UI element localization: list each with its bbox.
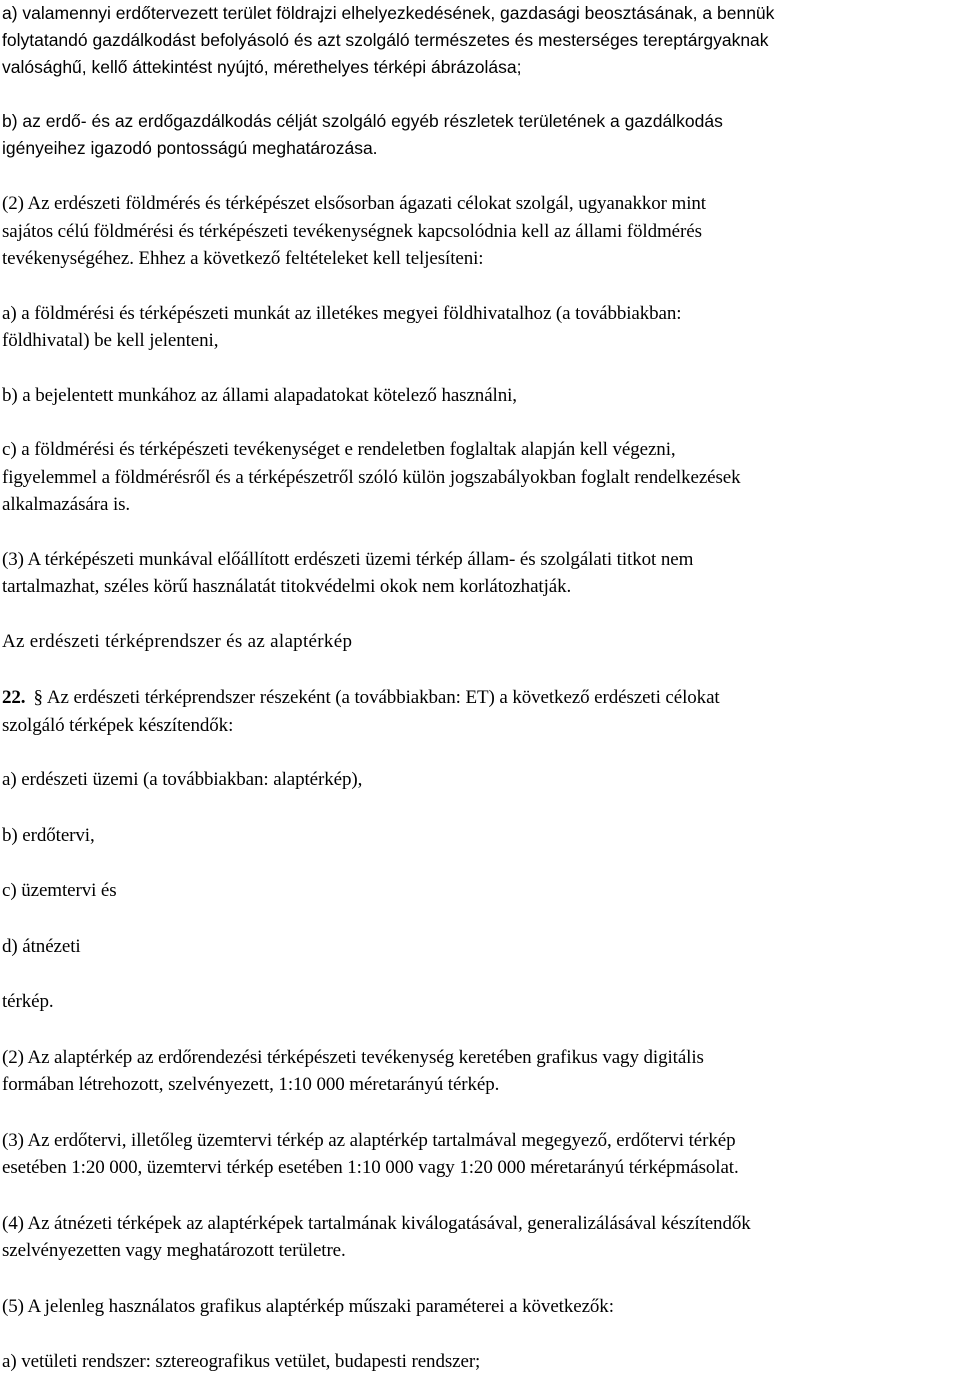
text-line: szelvényezetten vagy meghatározott területre.	[2, 1240, 346, 1261]
section-number: 22.	[2, 687, 26, 708]
text-line: figyelemmel a földmérésről és a térképészetről szóló külön jogszabályokban foglalt rendelkezések	[2, 466, 741, 488]
text-line	[2, 684, 958, 712]
section-heading: Az erdészeti térképrendszer és az alaptérkép	[2, 630, 353, 652]
text-line: b) a bejelentett munkához az állami alapadatokat kötelező használni,	[2, 384, 517, 406]
paragraph-3-copies	[2, 1127, 958, 1182]
text-line: formában létrehozott, szelvényezett, 1:10 000 méretarányú térkép.	[2, 1074, 500, 1095]
text-line: földhivatal) be kell jelenteni,	[2, 330, 219, 351]
text-line: folytatandó gazdálkodást befolyásoló és azt szolgáló természetes és mesterséges tereptárgyaknak	[2, 30, 769, 50]
paragraph-5-parameters: (5) A jelenleg használatos grafikus alaptérkép műszaki paraméterei a következők:	[2, 1295, 614, 1317]
text-line: (3) Az erdőtervi, illetőleg üzemtervi térkép az alaptérkép tartalmával megegyező, erdőtervi térkép	[2, 1129, 736, 1151]
text-line: tevékenységéhez. Ehhez a következő feltételeket kell teljesíteni:	[2, 248, 484, 269]
text-line: alkalmazására is.	[2, 494, 131, 515]
text-line: (2) Az erdészeti földmérés és térképészet elsősorban ágazati célokat szolgál, ugyanakkor mint	[2, 193, 706, 214]
text-line: c) a földmérési és térképészeti tevékenységet e rendeletben foglaltak alapján kell végezni,	[2, 439, 676, 460]
text-line: valósághű, kellő áttekintést nyújtó, mérethelyes térképi ábrázolása;	[2, 57, 522, 77]
list-item-a: a) erdészeti üzemi (a továbbiakban: alaptérkép),	[2, 769, 363, 790]
text-line: b) az erdő- és az erdőgazdálkodás célját szolgáló egyéb részletek területének a gazdálkodás	[2, 111, 723, 131]
paragraph-4-overview	[2, 1210, 958, 1265]
text-line: esetében 1:20 000, üzemtervi térkép esetében 1:10 000 vagy 1:20 000 méretarányú térképmásolat.	[2, 1157, 739, 1178]
paragraph-3-secret	[2, 546, 958, 601]
section-22-paragraph	[2, 684, 958, 739]
text-line: igényeihez igazodó pontosságú meghatározása.	[2, 138, 378, 158]
text-line: (2) Az alaptérkép az erdőrendezési térképészeti tevékenység keretében grafikus vagy digitális	[2, 1046, 704, 1068]
paragraph-2-base-map	[2, 1044, 958, 1099]
list-item-d: d) átnézeti	[2, 935, 81, 957]
paragraph-a-report	[2, 300, 958, 355]
section-sign: §	[33, 687, 43, 708]
text-line: (4) Az átnézeti térképek az alaptérképek tartalmának kiválogatásával, generalizálásával készítendők	[2, 1212, 751, 1234]
text-line: sajátos célú földmérési és térképészeti tevékenységnek kapcsolódnia kell az állami földmérés	[2, 220, 702, 242]
text-line: a) a földmérési és térképészeti munkát az illetékes megyei földhivatalhoz (a továbbiakban:	[2, 302, 682, 324]
list-closing: térkép.	[2, 991, 54, 1012]
list-item-c: c) üzemtervi és	[2, 880, 117, 901]
document-page	[2, 0, 958, 1376]
paragraph-c-activity	[2, 436, 958, 519]
list-item-b: b) erdőtervi,	[2, 824, 95, 846]
text-line: tartalmazhat, széles körű használatát titokvédelmi okok nem korlátozhatják.	[2, 576, 572, 597]
section-text: Az erdészeti térképrendszer részeként (a továbbiakban: ET) a következő erdészeti célokat	[46, 687, 720, 708]
text-line: (3) A térképészeti munkával előállított erdészeti üzemi térkép állam- és szolgálati titkot nem	[2, 548, 694, 570]
paragraph-2-surveying	[2, 190, 958, 273]
text-line: a) valamennyi erdőtervezett terület földrajzi elhelyezkedésének, gazdasági beosztásának, a bennük	[2, 3, 775, 23]
paragraph-b-area-determination	[2, 108, 958, 162]
text-line: szolgáló térképek készítendők:	[2, 714, 234, 736]
paragraph-a-map-depiction	[2, 0, 958, 81]
paragraph-a-projection: a) vetületi rendszer: sztereografikus vetület, budapesti rendszer;	[2, 1351, 481, 1372]
paragraph-b-base-data	[2, 382, 958, 410]
